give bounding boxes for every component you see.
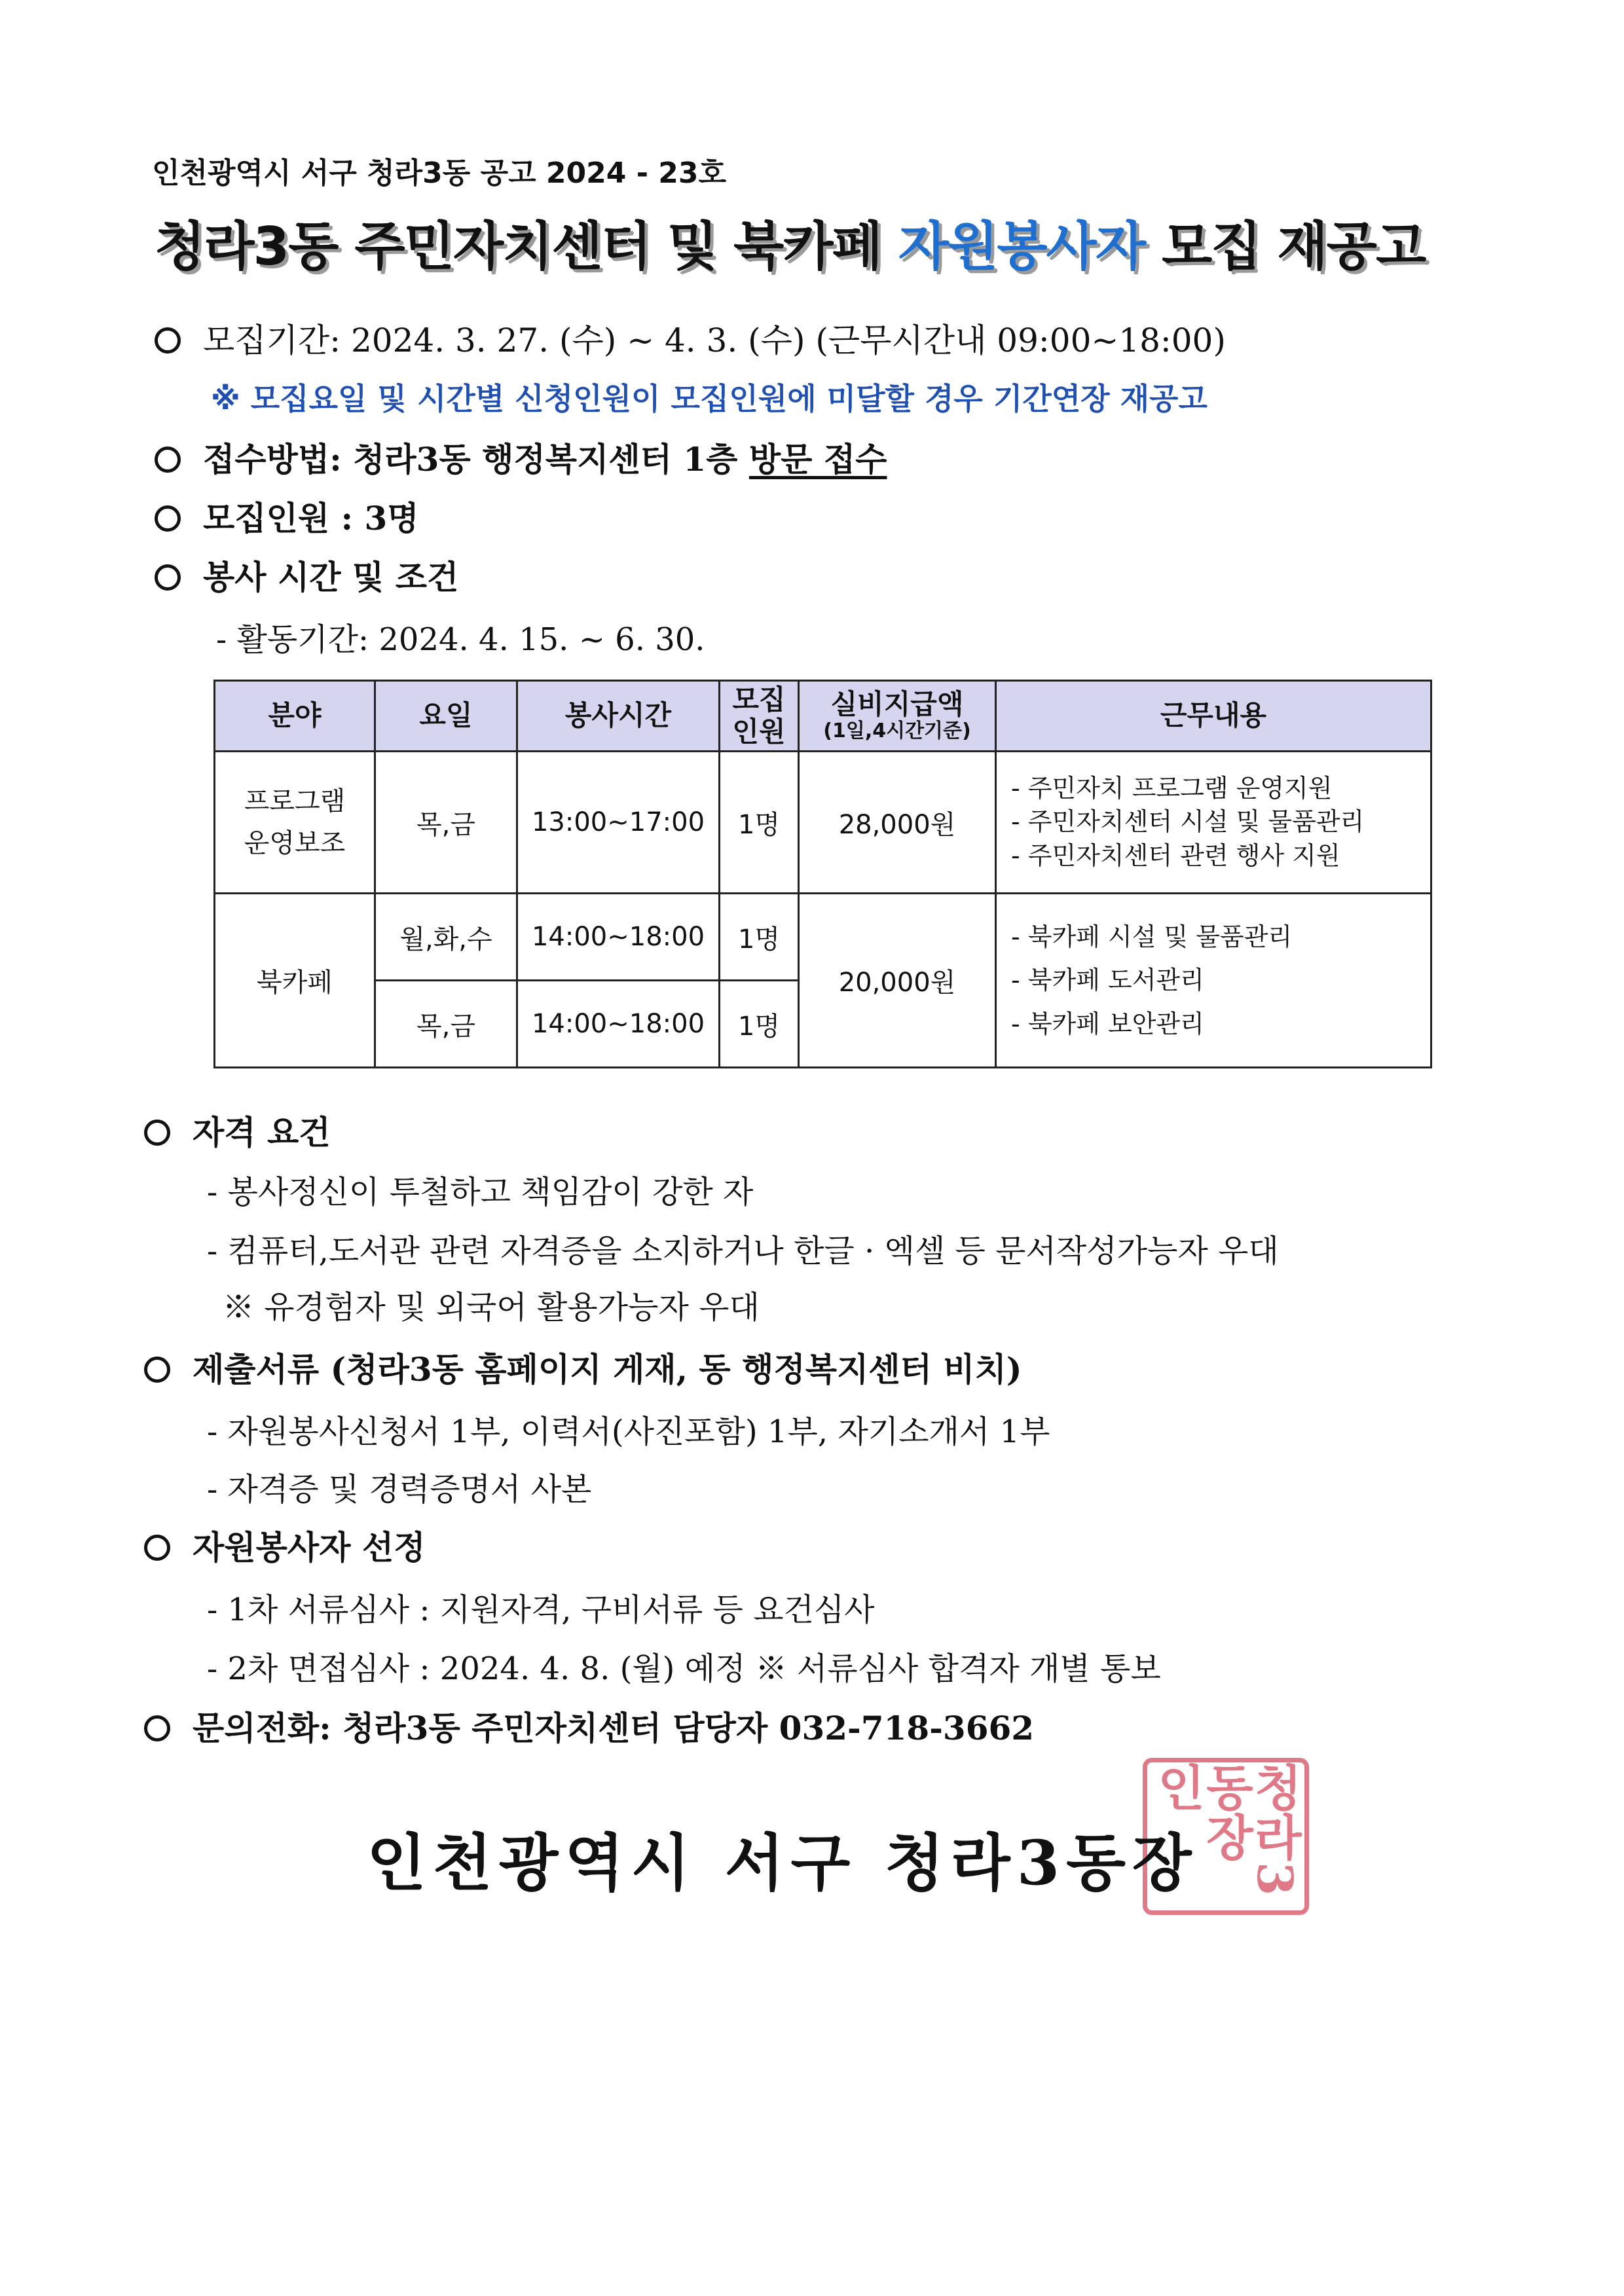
header-count-line2: 인원: [732, 715, 786, 748]
bookcafe-duties: [996, 894, 1431, 1068]
notice-number: 인천광역시 서구 청라3동 공고 2024 - 23호: [152, 156, 727, 190]
qualification-heading-line: [144, 1106, 331, 1154]
program-field: [215, 752, 375, 894]
activity-period: - 활동기간: 2024. 4. 15. ~ 6. 30.: [216, 621, 705, 658]
method-value: : 청라3동 행정복지센터 1층: [329, 440, 749, 479]
header-field: 분야: [215, 681, 375, 752]
bookcafe-count: 1명: [720, 981, 799, 1068]
header-pay: [799, 681, 996, 752]
bookcafe-day: 월,화,수: [375, 894, 517, 981]
table-row: [215, 894, 1431, 981]
qualification-item: - 컴퓨터,도서관 관련 자격증을 소지하거나 한글 · 엑셀 등 문서작성가능자 우대: [207, 1233, 1279, 1269]
duty-item: - 주민자치 프로그램 운영지원: [1011, 774, 1333, 803]
header-count-line1: 모집: [732, 683, 786, 716]
circle-bullet-icon: [144, 1120, 170, 1146]
selection-heading-line: [144, 1522, 426, 1569]
selection-heading: 자원봉사자 선정: [193, 1528, 426, 1567]
duty-item: - 북카페 시설 및 물품관리: [1011, 922, 1293, 951]
headcount-label: 모집인원: [203, 499, 330, 538]
period-line: [155, 314, 1226, 361]
circle-bullet-icon: [155, 327, 181, 354]
circle-bullet-icon: [144, 1715, 170, 1741]
qualification-heading: 자격 요건: [193, 1113, 331, 1152]
header-duty: 근무내용: [996, 681, 1431, 752]
bookcafe-time: 14:00~18:00: [517, 894, 720, 981]
headcount-value: : 3명: [329, 499, 419, 538]
header-pay-line1: 실비지급액: [830, 688, 964, 721]
bookcafe-day: 목,금: [375, 981, 517, 1068]
title-highlight: 자원봉사자: [898, 216, 1145, 277]
documents-item: - 자격증 및 경력증명서 사본: [207, 1471, 592, 1508]
circle-bullet-icon: [155, 564, 181, 591]
bookcafe-count: 1명: [720, 894, 799, 981]
duty-item: - 주민자치센터 관련 행사 지원: [1011, 841, 1340, 870]
seal-text: 청라3동장인: [1149, 1762, 1302, 1897]
document-title: [155, 204, 1425, 280]
header-time: 봉사시간: [517, 681, 720, 752]
table-row: [215, 752, 1431, 894]
duty-item: - 북카페 보안관리: [1011, 1009, 1204, 1038]
program-day: 목,금: [375, 752, 517, 894]
circle-bullet-icon: [155, 446, 181, 473]
signature: 인천광역시 서구 청라3동장: [367, 1827, 1198, 1899]
program-field-line1: 프로그램: [244, 786, 346, 816]
duty-item: - 북카페 도서관리: [1011, 966, 1204, 995]
program-field-line2: 운영보조: [244, 828, 346, 858]
circle-bullet-icon: [144, 1535, 170, 1561]
contact-line: [144, 1702, 1034, 1749]
circle-bullet-icon: [144, 1357, 170, 1383]
documents-heading-line: [144, 1343, 1022, 1391]
method-line: [155, 433, 887, 481]
volunteer-table: [213, 680, 1432, 1068]
title-prefix: 청라3동 주민자치센터 및 북카페: [155, 216, 898, 277]
program-count: 1명: [720, 752, 799, 894]
period-value: : 2024. 3. 27. (수) ~ 4. 3. (수) (근무시간내 09:00~18:00): [329, 321, 1226, 359]
service-heading: 봉사 시간 및 조건: [203, 558, 459, 596]
headcount-line: [155, 492, 419, 539]
contact-text: 문의전화: 청라3동 주민자치센터 담당자 032-718-3662: [193, 1709, 1035, 1747]
documents-heading: 제출서류 (청라3동 홈페이지 게재, 동 행정복지센터 비치): [193, 1350, 1022, 1389]
bookcafe-field: 북카페: [215, 894, 375, 1068]
title-suffix: 모집 재공고: [1145, 216, 1426, 277]
duty-item: - 주민자치센터 시설 및 물품관리: [1011, 807, 1365, 837]
qualification-note: ※ 유경험자 및 외국어 활용가능자 우대: [223, 1289, 760, 1326]
period-note: ※ 모집요일 및 시간별 신청인원이 모집인원에 미달할 경우 기간연장 재공고: [211, 381, 1208, 416]
header-count: [720, 681, 799, 752]
table-header-row: [215, 681, 1431, 752]
documents-item: - 자원봉사신청서 1부, 이력서(사진포함) 1부, 자기소개서 1부: [207, 1413, 1050, 1450]
header-pay-line2: (1일,4시간기준): [823, 720, 971, 743]
bookcafe-pay: 20,000원: [799, 894, 996, 1068]
bookcafe-time: 14:00~18:00: [517, 981, 720, 1068]
method-underlined: 방문 접수: [748, 440, 887, 479]
selection-item: - 2차 면접심사 : 2024. 4. 8. (월) 예정 ※ 서류심사 합격자 개별 통보: [207, 1650, 1161, 1687]
selection-item: - 1차 서류심사 : 지원자격, 구비서류 등 요건심사: [207, 1592, 875, 1628]
program-duties: [996, 752, 1431, 894]
period-label: 모집기간: [203, 321, 330, 359]
service-heading-line: [155, 551, 458, 598]
program-pay: 28,000원: [799, 752, 996, 894]
qualification-item: - 봉사정신이 투철하고 책임감이 강한 자: [207, 1174, 754, 1211]
header-day: 요일: [375, 681, 517, 752]
program-time: 13:00~17:00: [517, 752, 720, 894]
method-label: 접수방법: [203, 440, 330, 479]
circle-bullet-icon: [155, 505, 181, 532]
